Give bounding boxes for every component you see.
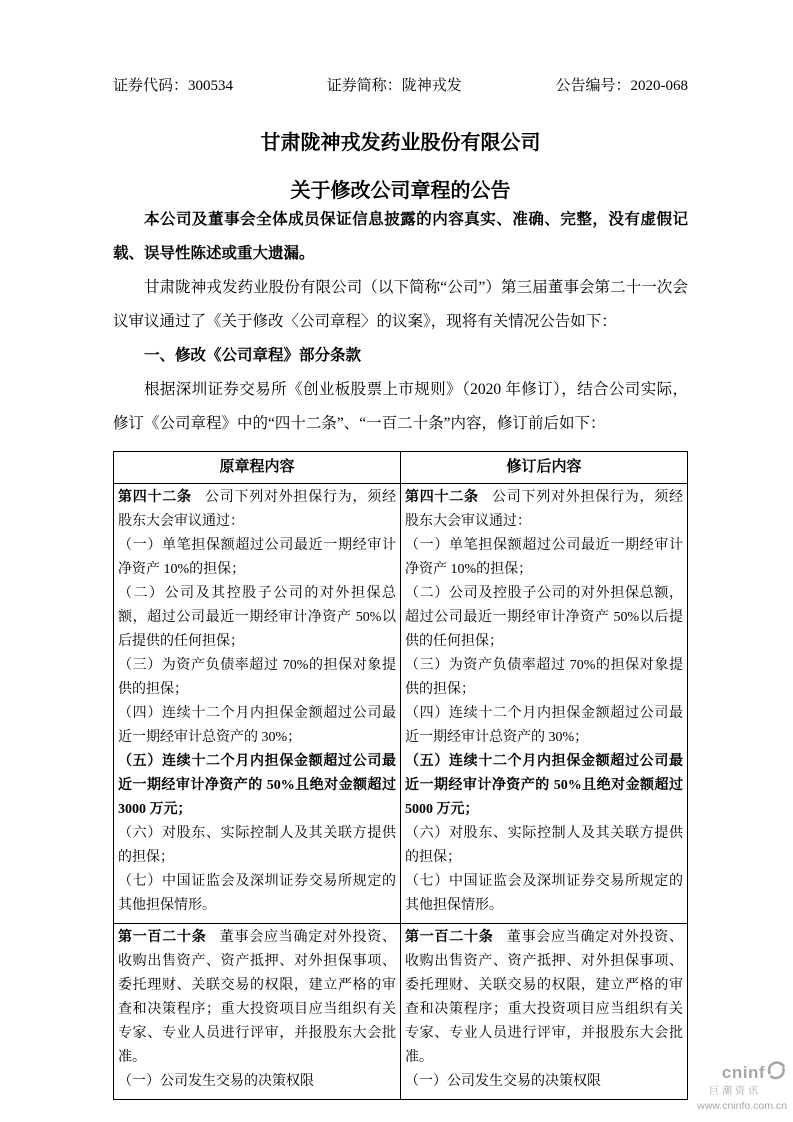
- cninfo-brand: cninf: [721, 1063, 765, 1083]
- article-number: 第一百二十条: [118, 930, 207, 945]
- clause-item: （一）单笔担保额超过公司最近一期经审计净资产 10%的担保；: [405, 538, 683, 577]
- announcement-number: 公告编号：2020-068: [555, 78, 688, 94]
- article-42-original-cell: [114, 484, 401, 924]
- clause-item: （三）为资产负债率超过 70%的担保对象提供的担保；: [118, 658, 396, 697]
- cninfo-watermark: [697, 1060, 787, 1112]
- stock-name: 证券简称：陇神戎发: [326, 78, 462, 94]
- article-120-revised-cell: [401, 924, 688, 1100]
- article-lead: 第一百二十条 董事会应当确定对外投资、收购出售资产、资产抵押、对外担保事项、委托理财、关联交易的权限，建立严格的审查和决策程序；重大投资项目应当组织有关专家、专业人员进行评审，并报股东大会批准。: [118, 930, 397, 1065]
- intro-paragraph: 甘肃陇神戎发药业股份有限公司（以下简称“公司”）第三届董事会第二十一次会议审议通过了《关于修改〈公司章程〉的议案》，现将有关情况公告如下：: [113, 279, 688, 330]
- article-number: 第四十二条: [118, 490, 192, 505]
- table-row-article-42: [114, 484, 688, 924]
- clause-item: （六）对股东、实际控制人及其关联方提供的担保；: [405, 826, 683, 865]
- cninfo-swirl-icon: [766, 1060, 787, 1086]
- article-number: 第一百二十条: [405, 930, 494, 945]
- article-number: 第四十二条: [405, 490, 479, 505]
- table-header-original: 原章程内容: [114, 452, 401, 484]
- announcement-header: [113, 0, 688, 97]
- clause-item-highlighted: （五）连续十二个月内担保金额超过公司最近一期经审计净资产的 50%且绝对金额超过 5000 万元；: [405, 754, 683, 817]
- clause-item: （一）公司发生交易的决策权限: [405, 1074, 601, 1089]
- clause-item: （一）单笔担保额超过公司最近一期经审计净资产 10%的担保；: [118, 538, 396, 577]
- clause-item: （六）对股东、实际控制人及其关联方提供的担保；: [118, 826, 396, 865]
- revision-comparison-table: [113, 451, 688, 1100]
- clause-item: （一）公司发生交易的决策权限: [118, 1074, 314, 1089]
- section-lead: 根据深圳证券交易所《创业板股票上市规则》（2020 年修订），结合公司实际，修订《公司章程》中的“四十二条”、“一百二十条”内容，修订前后如下：: [113, 381, 688, 432]
- clause-item: （二）公司及控股子公司的对外担保总额，超过公司最近一期经审计净资产 50%以后提供的任何担保；: [405, 586, 683, 649]
- title-block: [113, 131, 688, 203]
- document-page: [113, 0, 688, 441]
- article-120-original-cell: [114, 924, 401, 1100]
- clause-item: （三）为资产负债率超过 70%的担保对象提供的担保；: [405, 658, 683, 697]
- clause-item: （四）连续十二个月内担保金额超过公司最近一期经审计总资产的 30%；: [118, 706, 396, 745]
- disclaimer-statement: 本公司及董事会全体成员保证信息披露的内容真实、准确、完整，没有虚假记载、误导性陈述或重大遗漏。: [113, 211, 688, 262]
- page-title: 甘肃陇神戎发药业股份有限公司: [260, 132, 541, 154]
- cninfo-brand-cn: 巨潮资讯: [709, 1086, 761, 1098]
- clause-item: （四）连续十二个月内担保金额超过公司最近一期经审计总资产的 30%；: [405, 706, 683, 745]
- stock-code: 证券代码：300534: [113, 78, 234, 94]
- clause-item: （二）公司及其控股子公司的对外担保总额，超过公司最近一期经审计净资产 50%以后提供的任何担保；: [118, 586, 396, 649]
- table-header-revised: 修订后内容: [401, 452, 688, 484]
- cninfo-brand-row: [697, 1060, 787, 1086]
- clause-item-highlighted: （五）连续十二个月内担保金额超过公司最近一期经审计净资产的 50%且绝对金额超过 3000 万元；: [118, 754, 396, 817]
- clause-item: （七）中国证监会及深圳证券交易所规定的其他担保情形。: [405, 874, 683, 913]
- article-lead: 第四十二条 公司下列对外担保行为，须经股东大会审议通过：: [118, 490, 397, 529]
- article-lead: 第一百二十条 董事会应当确定对外投资、收购出售资产、资产抵押、对外担保事项、委托理财、关联交易的权限，建立严格的审查和决策程序；重大投资项目应当组织有关专家、专业人员进行评审，并报股东大会批准。: [405, 930, 684, 1065]
- table-header-row: [114, 452, 688, 484]
- article-lead: 第四十二条 公司下列对外担保行为，须经股东大会审议通过：: [405, 490, 684, 529]
- article-42-revised-cell: [401, 484, 688, 924]
- clause-item: （七）中国证监会及深圳证券交易所规定的其他担保情形。: [118, 874, 396, 913]
- table-row-article-120: [114, 924, 688, 1100]
- page-subtitle: 关于修改公司章程的公告: [290, 180, 511, 202]
- section-heading: 一、修改《公司章程》部分条款: [144, 347, 362, 364]
- cninfo-url: www.cninfo.com.cn: [697, 1099, 787, 1112]
